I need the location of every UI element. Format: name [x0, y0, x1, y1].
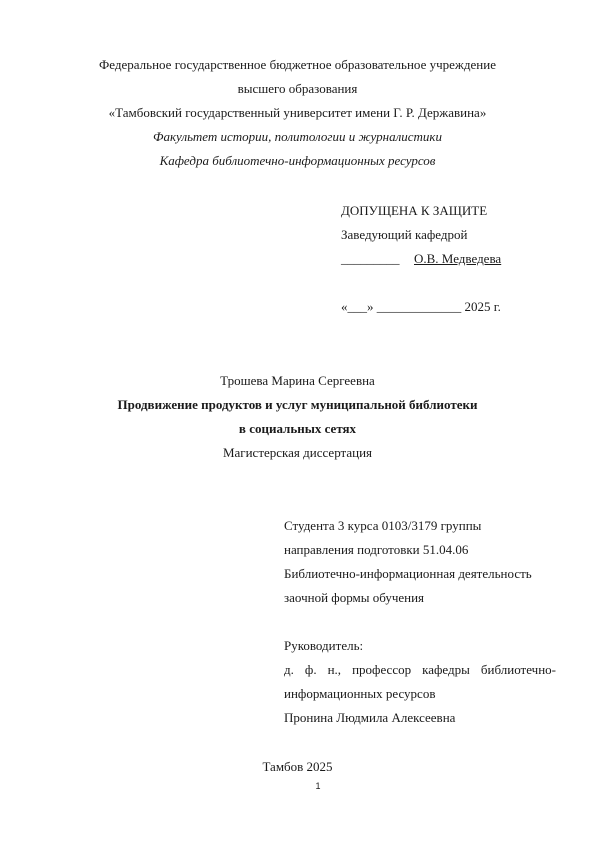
- date-open-quote: «: [341, 299, 348, 314]
- month-blank: _____________: [376, 299, 462, 314]
- student-direction: направления подготовки 51.04.06: [284, 542, 469, 557]
- work-title-line-2: в социальных сетях: [238, 421, 357, 436]
- supervisor-name: Пронина Людмила Алексеевна: [284, 710, 456, 725]
- organization-line-1: Федеральное государственное бюджетное образовательное учреждение: [99, 57, 496, 72]
- supervisor-label: Руководитель:: [284, 638, 364, 653]
- page-number: 1: [315, 781, 321, 791]
- department-name: Кафедра библиотечно-информационных ресурсов: [159, 153, 436, 168]
- work-title-line-1: Продвижение продуктов и услуг муниципальной библиотеки: [117, 397, 478, 412]
- student-course-group: Студента 3 курса 0103/3179 группы: [284, 518, 482, 533]
- approval-year: 2025 г.: [461, 299, 501, 314]
- organization-line-2: высшего образования: [237, 81, 358, 96]
- approval-date-line: [341, 299, 501, 315]
- head-name: О.В. Медведева: [414, 251, 502, 266]
- work-type: Магистерская диссертация: [222, 445, 373, 460]
- faculty-name: Факультет истории, политологии и журналистики: [152, 129, 442, 144]
- student-study-form: заочной формы обучения: [284, 590, 425, 605]
- university-name: «Тамбовский государственный университет имени Г. Р. Державина»: [108, 105, 487, 120]
- supervisor-position-line-1: д. ф. н., профессор кафедры библиотечно-: [284, 662, 556, 677]
- student-specialty: Библиотечно-информационная деятельность: [284, 566, 532, 581]
- date-close-quote: »: [367, 299, 377, 314]
- author-name: Трошева Марина Сергеевна: [220, 373, 375, 388]
- approval-status: ДОПУЩЕНА К ЗАЩИТЕ: [341, 203, 488, 218]
- day-blank: ___: [347, 299, 367, 314]
- approval-signature-line: [341, 251, 501, 267]
- city-year: Тамбов 2025: [262, 759, 333, 774]
- approval-head-title: Заведующий кафедрой: [341, 227, 468, 242]
- supervisor-position-line-2: информационных ресурсов: [284, 686, 436, 701]
- signature-blank: _________: [341, 251, 400, 266]
